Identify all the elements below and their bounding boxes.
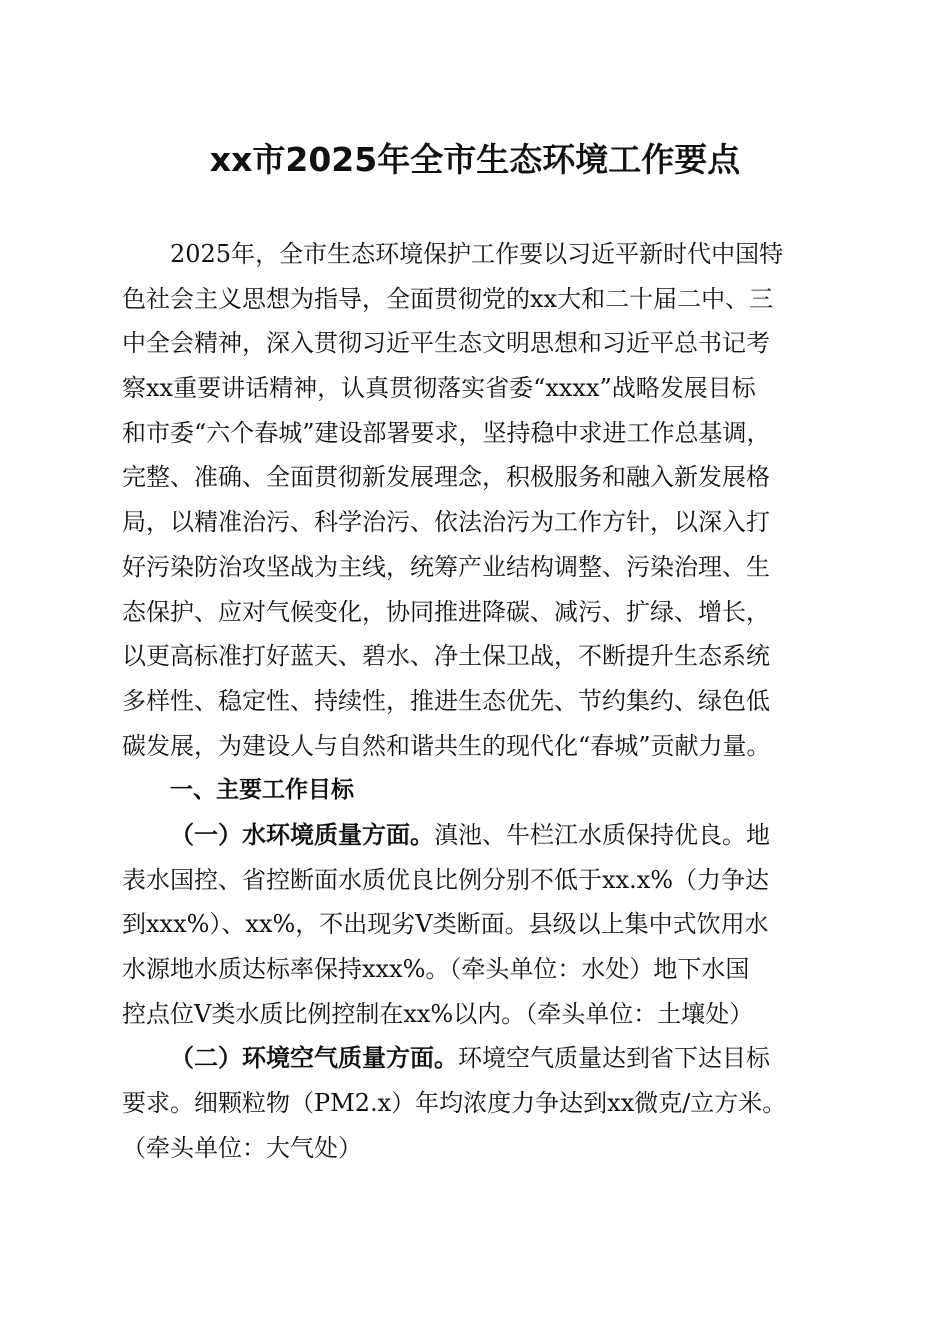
section-heading-main-goals: 一、主要工作目标	[170, 777, 354, 804]
water-item-label: （一）水环境质量方面。	[170, 819, 434, 849]
water-environment-paragraph	[122, 813, 832, 1036]
intro-line: 局，以精准治污、科学治污、依法治污为工作方针，以深入打	[122, 508, 770, 537]
air-line: （牵头单位：大气处）	[122, 1133, 362, 1162]
intro-line: 以更高标准打好蓝天、碧水、净土保卫战，不断提升生态系统	[122, 642, 770, 671]
document-title: xx市2025年全市生态环境工作要点	[209, 140, 741, 179]
water-line: 到xxx%）、xx%，不出现劣Ⅴ类断面。县级以上集中式饮用水	[122, 910, 769, 939]
air-line: 要求。细颗粒物（PM2.x）年均浓度力争达到xx微克/立方米。	[122, 1089, 787, 1118]
water-line: 水源地水质达标率保持xxx%。（牵头单位：水处）地下水国	[122, 955, 750, 983]
air-item-label: （二）环境空气质量方面。	[170, 1043, 458, 1073]
water-line: 控点位Ⅴ类水质比例控制在xx%以内。（牵头单位：土壤处）	[122, 999, 754, 1028]
intro-line: 中全会精神，深入贯彻习近平生态文明思想和习近平总书记考	[122, 329, 770, 358]
intro-line: 和市委“六个春城”建设部署要求，坚持稳中求进工作总基调，	[122, 418, 771, 447]
air-item-text: 环境空气质量达到省下达目标	[458, 1044, 770, 1073]
intro-line: 好污染防治攻坚战为主线，统筹产业结构调整、污染治理、生	[122, 552, 770, 581]
intro-line: 色社会主义思想为指导，全面贯彻党的xx大和二十届二中、三	[122, 284, 774, 313]
intro-line: 完整、准确、全面贯彻新发展理念，积极服务和融入新发展格	[122, 463, 770, 492]
intro-line: 2025年，全市生态环境保护工作要以习近平新时代中国特	[170, 240, 784, 268]
water-line: 表水国控、省控断面水质优良比例分别不低于xx.x%（力争达	[122, 865, 770, 894]
air-quality-paragraph	[122, 1036, 832, 1170]
intro-line: 态保护、应对气候变化，协同推进降碳、减污、扩绿、增长，	[122, 597, 770, 626]
intro-line: 多样性、稳定性、持续性，推进生态优先、节约集约、绿色低	[122, 686, 770, 715]
intro-paragraph	[122, 232, 832, 768]
paragraph-first-line	[122, 1036, 832, 1081]
water-item-text: 滇池、牛栏江水质保持优良。地	[434, 820, 770, 849]
intro-line: 碳发展，为建设人与自然和谐共生的现代化“春城”贡献力量。	[122, 731, 771, 760]
document-body	[122, 232, 832, 1170]
paragraph-first-line	[122, 813, 832, 858]
intro-line: 察xx重要讲话精神，认真贯彻落实省委“xxxx”战略发展目标	[122, 374, 756, 403]
